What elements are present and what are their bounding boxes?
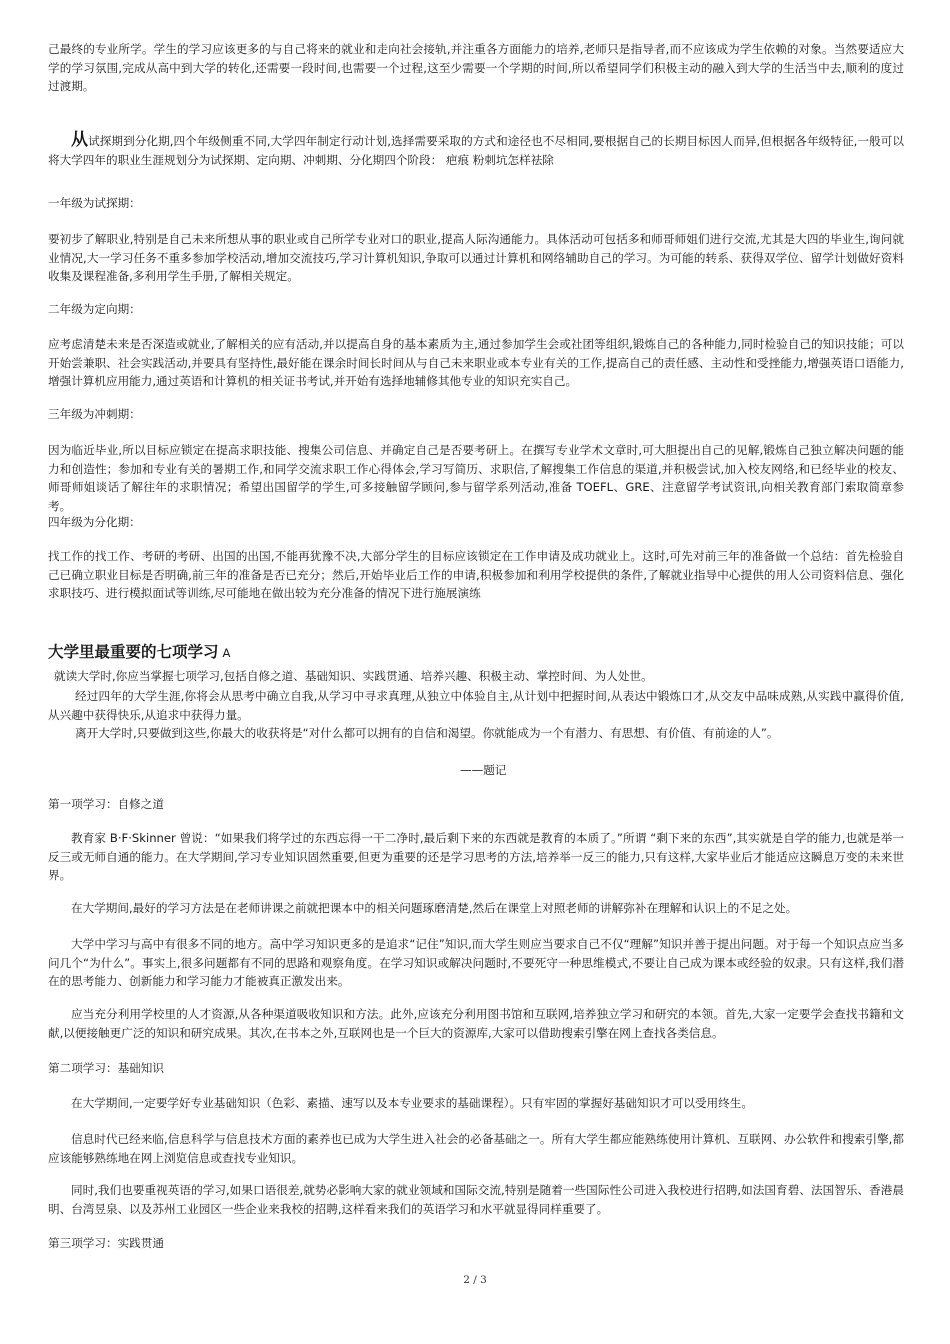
paragraph-basic-knowledge: 在大学期间,一定要学好专业基础知识（色彩、素描、速写以及本专业要求的基础课程）。只有牢固的掌握好基础知识才可以受用终生。: [71, 1096, 753, 1110]
paragraph-year-three: 因为临近毕业,所以目标应锁定在提高求职技能、搜集公司信息、并确定自己是否要考研上。在撰写专业学术文章时,可大胆提出自己的见解,锻炼自己独立解决问题的能力和创造性；参加和专业有关的暑期工作,和同学交流求职工作心得体会,学习写简历、求职信,了解搜集工作信息的渠道,并积极尝试,加入校友网络,和已经毕业的校友、师哥师姐谈话了解往年的求职情况；希望出国留学的学生,可多接触留学顾问,参与留学系列活动,准备 TOEFL、GRE、注意留学考试资讯,向相关教育部门索取简章参考。: [48, 443, 904, 513]
heading-year-four: 四年级为分化期：: [48, 515, 141, 529]
paragraph-year-four: 找工作的找工作、考研的考研、出国的出国,不能再犹豫不决,大部分学生的目标应该锁定在工作申请及成功就业上。这时,可先对前三年的准备做一个总结：首先检验自己已确立职业目标是否明确,前三年的准备是否已充分；然后,开始毕业后工作的申请,积极参加和利用学校提供的条件,了解就业指导中心提供的用人公司资料信息、强化求职技巧、进行模拟面试等训练,尽可能地在做出较为充分准备的情况下进行施展演练: [48, 549, 904, 601]
heading-year-two: 二年级为定向期：: [48, 302, 141, 316]
paragraph-university-vs-highschool: 大学中学习与高中有很多不同的地方。高中学习知识更多的是追求“记住”知识,而大学生则应当要求自己不仅“理解”知识并善于提出问题。对于每一个知识点应当多问几个“为什么”。事实上,很多问题都有不同的思路和观察角度。在学习知识或解决问题时,不要死守一种思维模式,不要让自己成为课本或经验的奴隶。只有这样,我们潜在的思考能力、创新能力和学习能力才能被真正激发出来。: [48, 937, 904, 989]
paragraph-intro: 就读大学时,你应当掌握七项学习,包括自修之道、基础知识、实践贯通、培养兴趣、积极主动、掌控时间、为人处世。: [54, 669, 653, 683]
page-number: 2 / 3: [463, 1274, 487, 1286]
paragraph-four-years: 经过四年的大学生涯,你将会从思考中确立自我,从学习中寻求真理,从独立中体验自主,从计划中把握时间,从表达中锻炼口才,从交友中品味成熟,从实践中赢得价值,从兴趣中获得快乐,从追求中获得力量。: [48, 689, 904, 722]
paragraph-career-stages-text: 试探期到分化期,四个年级侧重不同,大学四年制定行动计划,选择需要采取的方式和途径也不尽相同,要根据自己的长期目标因人而异,但根据各年级特征,一般可以将大学四年的职业生涯规划分为试探期、定向期、冲刺期、分化期四个阶段： 疤痕 粉刺坑怎样祛除: [48, 134, 904, 167]
paragraph-skinner: 教育家 B·F·Skinner 曾说：“如果我们将学过的东西忘得一干二净时,最后剩下来的东西就是教育的本质了。”所谓 “剩下来的东西”,其实就是自学的能力,也就是举一反三或无师自通的能力。在大学期间,学习专业知识固然重要,但更为重要的还是学习思考的方法,培养举一反三的能力,只有这样,大家毕业后才能适应这瞬息万变的未来世界。: [48, 831, 904, 883]
section-title-text: 大学里最重要的七项学习: [48, 643, 219, 661]
paragraph-year-one: 要初步了解职业,特别是自己未来所想从事的职业或自己所学专业对口的职业,提高人际沟通能力。具体活动可包括多和师哥师姐们进行交流,尤其是大四的毕业生,询问就业情况,大一学习任务不重多参加学校活动,增加交流技巧,学习计算机知识,争取可以通过计算机和网络辅助自己的学习。为可能的转系、获得双学位、留学计划做好资料收集及课程准备,多利用学生手册,了解相关规定。: [48, 232, 904, 284]
paragraph-transition: 己最终的专业所学。学生的学习应该更多的与自己将来的就业和走向社会接轨,并注重各方面能力的培养,老师只是指导者,而不应该成为学生依赖的对象。当然要适应大学的学习氛围,完成从高中到大学的转化,还需要一段时间,也需要一个过程,这至少需要一个学期的时间,所以希望同学们积极主动的融入到大学的生活当中去,顺利的度过过渡期。: [48, 42, 904, 94]
drop-initial: 从: [71, 130, 89, 150]
heading-study-three: 第三项学习：实践贯通: [48, 1236, 164, 1250]
epigraph-signature: ——题记: [460, 763, 507, 777]
paragraph-career-stages: [48, 131, 904, 169]
heading-study-one: 第一项学习：自修之道: [48, 797, 164, 811]
section-title-suffix: A: [222, 646, 231, 660]
paragraph-year-two: 应考虑清楚未来是否深造或就业,了解相关的应有活动,并以提高自身的基本素质为主,通过参加学生会或社团等组织,锻炼自己的各种能力,同时检验自己的知识技能；可以开始尝兼职、社会实践活动,并要具有坚持性,最好能在课余时间长时间从与自己未来职业或本专业有关的工作,提高自己的责任感、主动性和受挫能力,增强英语口语能力,增强计算机应用能力,通过英语和计算机的相关证书考试,并开始有选择地辅修其他专业的知识充实自己。: [48, 337, 904, 389]
heading-year-one: 一年级为试探期：: [48, 196, 141, 210]
heading-study-two: 第二项学习：基础知识: [48, 1061, 164, 1075]
heading-year-three: 三年级为冲刺期：: [48, 407, 141, 421]
section-title: [48, 641, 230, 664]
paragraph-best-method: 在大学期间,最好的学习方法是在老师讲课之前就把课本中的相关问题琢磨清楚,然后在课堂上对照老师的讲解弥补在理解和认识上的不足之处。: [71, 901, 798, 915]
paragraph-resources: 应当充分利用学校里的人才资源,从各种渠道吸收知识和方法。此外,应该充分利用图书馆和互联网,培养独立学习和研究的本领。首先,大家一定要学会查找书籍和文献,以便接触更广泛的知识和研究成果。其次,在书本之外,互联网也是一个巨大的资源库,大家可以借助搜索引擎在网上查找各类信息。: [48, 1007, 904, 1040]
paragraph-information-age: 信息时代已经来临,信息科学与信息技术方面的素养也已成为大学生进入社会的必备基础之一。所有大学生都应能熟练使用计算机、互联网、办公软件和搜索引擎,都应该能够熟练地在网上浏览信息或查找专业知识。: [48, 1132, 904, 1165]
paragraph-english: 同时,我们也要重视英语的学习,如果口语很差,就势必影响大家的就业领域和国际交流,特别是随着一些国际性公司进入我校进行招聘,如法国育碧、法国智乐、香港晨明、台湾昱泉、以及苏州工业园区一些企业来我校的招聘,这样看来我们的英语学习和水平就显得同样重要了。: [48, 1183, 904, 1216]
paragraph-leaving: 离开大学时,只要做到这些,你最大的收获将是“对什么都可以拥有的自信和渴望。你就能成为一个有潜力、有思想、有价值、有前途的人”。: [75, 726, 779, 740]
